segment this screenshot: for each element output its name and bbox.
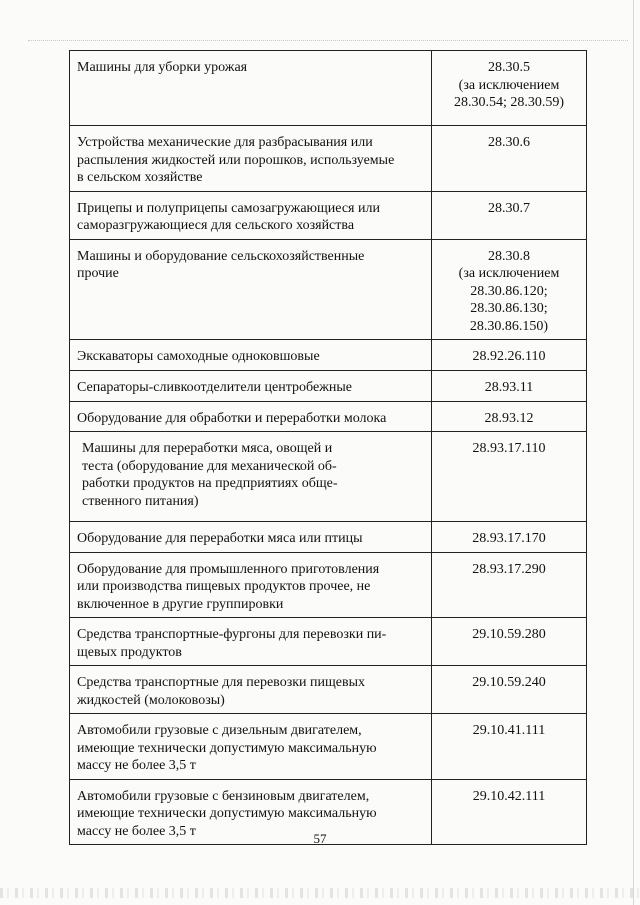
product-name-cell xyxy=(70,239,432,340)
product-name-cell xyxy=(70,371,432,402)
product-code: 28.92.26.110 xyxy=(472,349,546,364)
product-name: Машины для уборки урожая xyxy=(77,60,248,75)
table-row xyxy=(70,340,587,371)
product-code: 28.93.12 xyxy=(484,410,534,426)
product-name: Устройства механические для разбрасывания или распыления жидкостей или порошков, используемые в сельском хозяйстве xyxy=(77,135,395,185)
product-code: 28.93.17.110 xyxy=(472,441,546,456)
product-code-cell xyxy=(432,401,587,432)
product-name-cell xyxy=(70,432,432,522)
product-code: 28.93.17.290 xyxy=(472,561,546,577)
product-name-cell xyxy=(70,126,432,192)
product-code-cell xyxy=(432,191,587,239)
product-name-cell xyxy=(70,714,432,780)
product-code: 28.93.11 xyxy=(484,380,534,395)
product-name: Оборудование для обработки и переработки молока xyxy=(77,410,387,426)
product-code-cell xyxy=(432,552,587,618)
product-name-cell xyxy=(70,666,432,714)
table-row xyxy=(70,239,587,340)
product-name-cell xyxy=(70,51,432,126)
product-code-cell xyxy=(432,239,587,340)
product-name: Прицепы и полуприцепы самозагружающиеся или саморазгружающиеся для сельского хозяйства xyxy=(77,200,380,233)
product-code: 29.10.59.280 xyxy=(472,627,546,642)
product-code: 29.10.41.111 xyxy=(472,723,546,738)
table-row xyxy=(70,371,587,402)
product-name-cell xyxy=(70,522,432,553)
table-row xyxy=(70,618,587,666)
product-code-table xyxy=(69,50,587,845)
table-row xyxy=(70,432,587,522)
product-name-cell xyxy=(70,401,432,432)
product-code: 28.30.5 (за исключением 28.30.54; 28.30.59) xyxy=(453,60,565,110)
product-name-cell xyxy=(70,191,432,239)
product-name-cell xyxy=(70,340,432,371)
product-name-cell xyxy=(70,618,432,666)
product-code: 28.30.8 (за исключением 28.30.86.120; 28.30.86.130; 28.30.86.150) xyxy=(458,248,560,334)
product-name: Машины для переработки мяса, овощей и теста (оборудование для механической об- работки продуктов на предприятиях обще- ственного питания) xyxy=(82,441,338,509)
product-code-cell xyxy=(432,714,587,780)
product-name-cell xyxy=(70,552,432,618)
table-row xyxy=(70,51,587,126)
product-name: Средства транспортные для перевозки пищевых жидкостей (молоковозы) xyxy=(77,675,366,708)
product-code: 29.10.42.111 xyxy=(472,788,546,804)
product-code: 28.30.6 xyxy=(488,135,530,150)
product-name: Экскаваторы самоходные одноковшовые xyxy=(77,349,320,364)
product-name: Оборудование для промышленного приготовления или производства пищевых продуктов прочее, не включенное в другие группировки xyxy=(77,561,380,612)
product-code-cell xyxy=(432,666,587,714)
scan-artifact-top xyxy=(28,40,628,49)
table-body xyxy=(70,51,587,845)
page-number: 57 xyxy=(313,831,327,846)
page-edge xyxy=(633,0,634,905)
product-code-cell xyxy=(432,618,587,666)
product-code-cell xyxy=(432,432,587,522)
product-name: Сепараторы-сливкоотделители центробежные xyxy=(77,380,352,395)
product-code: 29.10.59.240 xyxy=(472,675,546,690)
table-row xyxy=(70,666,587,714)
product-code-cell xyxy=(432,340,587,371)
table-row xyxy=(70,401,587,432)
table-row xyxy=(70,552,587,618)
product-code-cell xyxy=(432,51,587,126)
product-name: Оборудование для переработки мяса или птицы xyxy=(77,531,363,546)
product-name: Машины и оборудование сельскохозяйственные прочие xyxy=(77,248,365,281)
product-name: Автомобили грузовые с бензиновым двигателем, имеющие технически допустимую максимальную массу не более 3,5 т xyxy=(77,788,377,839)
product-name: Автомобили грузовые с дизельным двигателем, имеющие технически допустимую максимальную массу не более 3,5 т xyxy=(77,723,377,773)
product-code: 28.93.17.170 xyxy=(472,531,546,546)
product-code-cell xyxy=(432,522,587,553)
product-name: Средства транспортные-фургоны для перевозки пи- щевых продуктов xyxy=(77,627,387,660)
table-row xyxy=(70,522,587,553)
table-row xyxy=(70,714,587,780)
table-row xyxy=(70,191,587,239)
table-row xyxy=(70,126,587,192)
product-code-cell xyxy=(432,126,587,192)
product-code: 28.30.7 xyxy=(488,200,530,216)
product-code-cell xyxy=(432,371,587,402)
scan-artifact-bottom xyxy=(0,888,640,898)
